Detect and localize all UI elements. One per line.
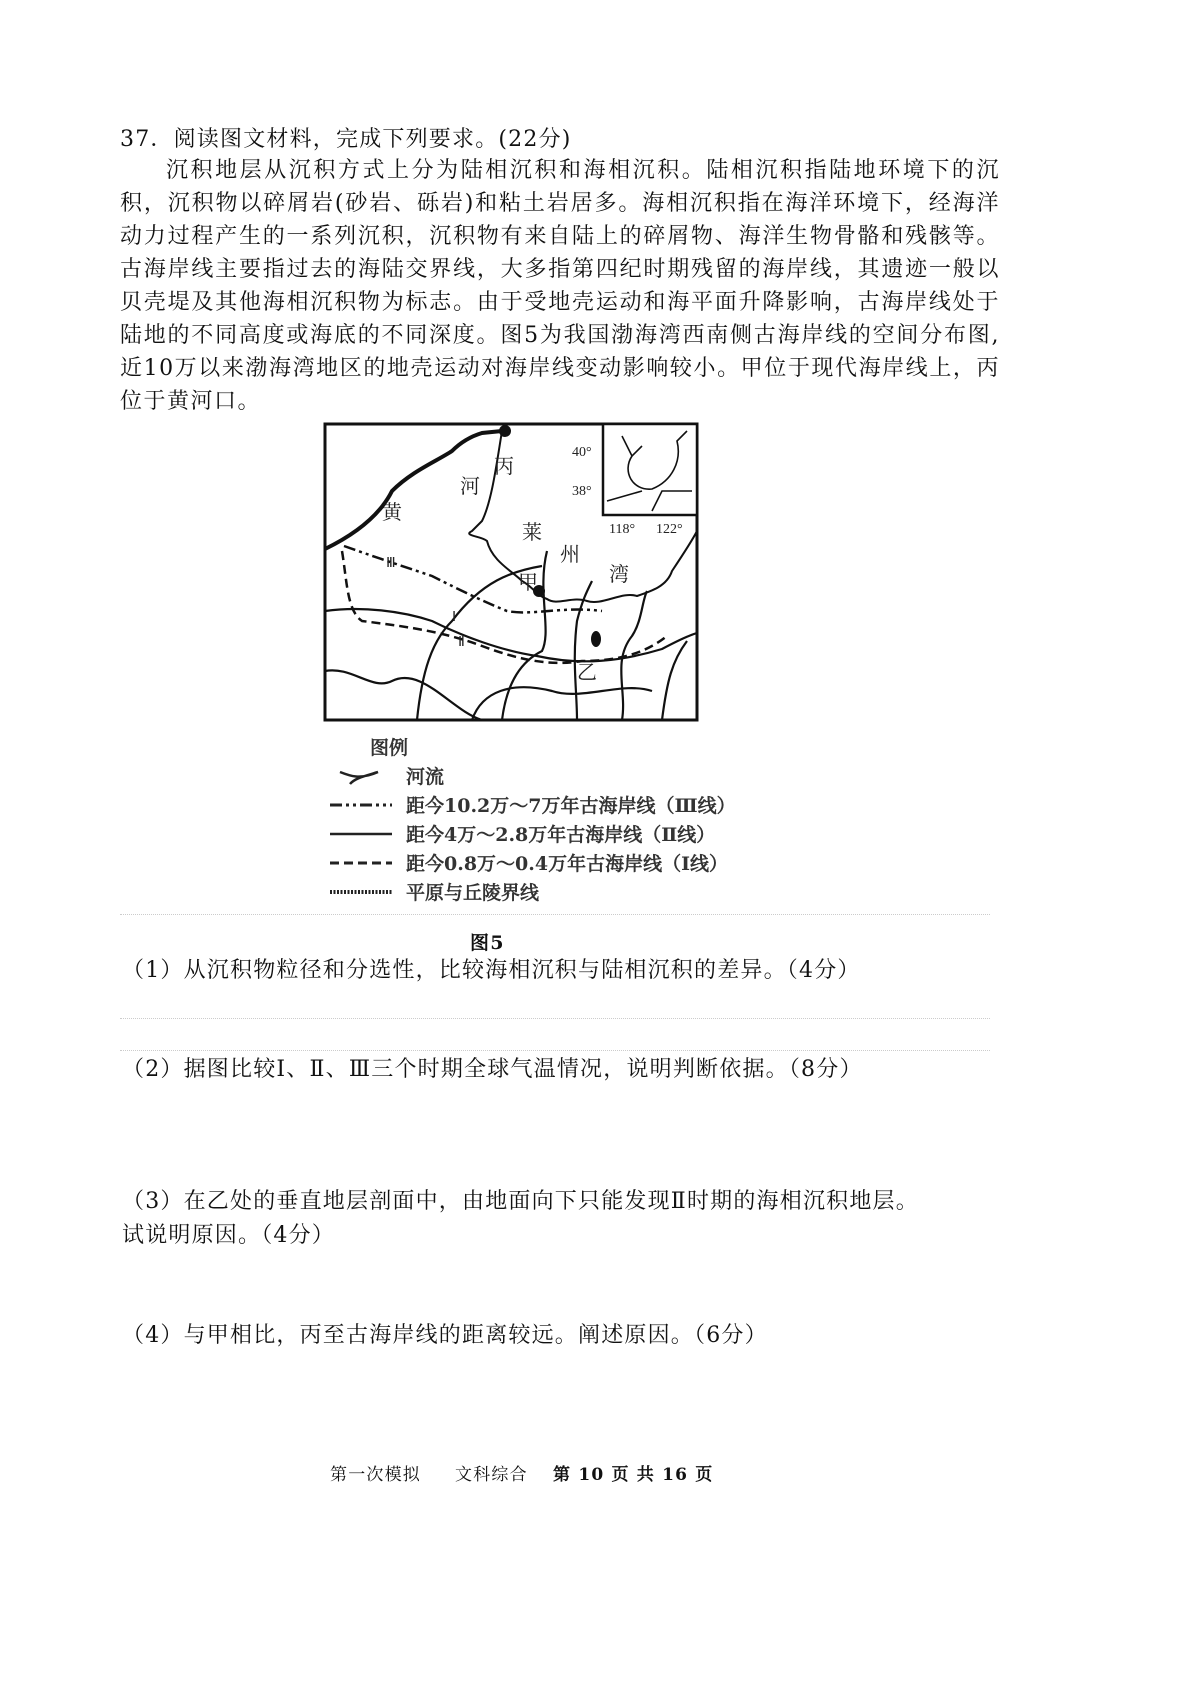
solid-line-icon: [330, 824, 392, 844]
label-bing: 丙: [494, 454, 514, 478]
inset-lon118: 118°: [609, 522, 636, 537]
label-line3: Ⅲ: [386, 556, 396, 571]
footer-exam: 第一次模拟: [330, 1465, 421, 1485]
label-zhou: 州: [560, 542, 580, 566]
legend-label: 距今10.2万～7万年古海岸线（Ⅲ线）: [406, 795, 736, 817]
dash-dot-line-icon: [330, 795, 392, 815]
label-jia: 甲: [518, 570, 538, 594]
inset-lat38: 38°: [572, 484, 592, 499]
question-header: 37．阅读图文材料，完成下列要求。(22分): [120, 127, 572, 152]
label-yi: 乙: [577, 660, 597, 684]
divider: [120, 1050, 990, 1051]
legend-label: 距今0.8万～0.4万年古海岸线（Ⅰ线）: [406, 853, 728, 875]
legend-item-line3: [330, 790, 736, 819]
sub-question-4: （4）与甲相比，丙至古海岸线的距离较远。阐述原因。（6分）: [122, 1323, 768, 1348]
dotted-line-icon: [330, 882, 392, 902]
inset-lat40: 40°: [572, 445, 592, 460]
inset-lon122: 122°: [656, 522, 683, 537]
river-symbol-icon: [330, 766, 392, 786]
divider: [120, 1018, 990, 1019]
label-line1: Ⅰ: [452, 610, 457, 625]
legend-title: 图例: [370, 737, 409, 759]
legend-item-line1: [330, 848, 736, 877]
label-huang: 黄: [382, 500, 402, 524]
sub-question-3-cont: 试说明原因。（4分）: [122, 1223, 335, 1248]
legend-item-river: [330, 761, 736, 790]
coastline-map: [322, 421, 700, 723]
sub-question-1: （1）从沉积物粒径和分选性，比较海相沉积与陆相沉积的差异。（4分）: [122, 958, 861, 983]
legend-item-boundary: [330, 877, 736, 906]
label-line2: Ⅱ: [458, 635, 465, 650]
legend-label: 平原与丘陵界线: [406, 882, 540, 904]
map-legend: [330, 732, 736, 906]
sub-question-2: （2）据图比较Ⅰ、Ⅱ、Ⅲ三个时期全球气温情况，说明判断依据。（8分）: [122, 1057, 863, 1082]
legend-item-line2: [330, 819, 736, 848]
footer-subject: 文科综合: [455, 1465, 528, 1485]
dashed-line-icon: [330, 853, 392, 873]
legend-label: 距今4万～2.8万年古海岸线（Ⅱ线）: [406, 824, 716, 846]
label-lai: 莱: [522, 520, 542, 544]
label-he: 河: [460, 474, 480, 498]
footer-page: 第 10 页 共 16 页: [553, 1465, 714, 1485]
sub-question-3: （3）在乙处的垂直地层剖面中，由地面向下只能发现Ⅱ时期的海相沉积地层。: [122, 1189, 919, 1214]
legend-label: 河流: [406, 766, 445, 788]
label-wan: 湾: [609, 562, 629, 586]
material-paragraph: 沉积地层从沉积方式上分为陆相沉积和海相沉积。陆相沉积指陆地环境下的沉积，沉积物以碎屑岩(砂岩、砾岩)和粘土岩居多。海相沉积指在海洋环境下，经海洋动力过程产生的一系列沉积，沉积物有来自陆上的碎屑物、海洋生物骨骼和残骸等。古海岸线主要指过去的海陆交界线，大多指第四纪时期残留的海岸线，其遗迹一般以贝壳堤及其他海相沉积物为标志。由于受地壳运动和海平面升降影响，古海岸线处于陆地的不同高度或海底的不同深度。图5为我国渤海湾西南侧古海岸线的空间分布图,近10万以来渤海湾地区的地壳运动对海岸线变动影响较小。甲位于现代海岸线上，丙位于黄河口。: [120, 158, 1000, 414]
divider: [120, 914, 990, 915]
figure-caption: 图5: [470, 932, 505, 954]
